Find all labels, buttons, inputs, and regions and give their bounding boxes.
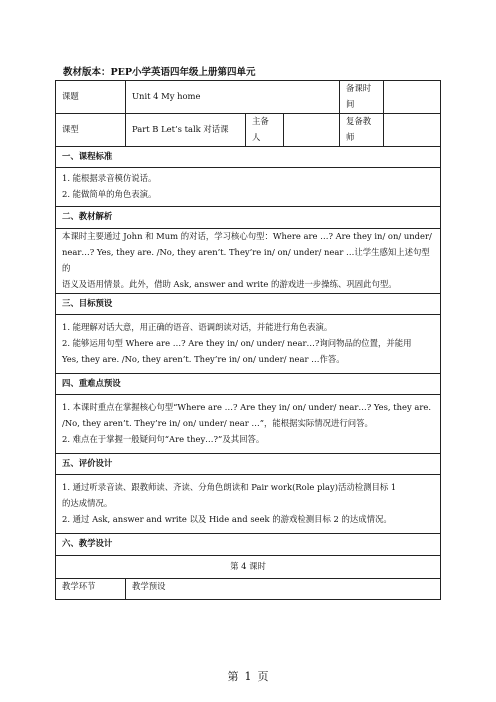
topic-value: Unit 4 My home [126,81,340,114]
type-value: Part B Let’s talk 对话课 [126,113,246,146]
prep-time-label: 备课时间 [340,81,384,114]
review-teacher-value [384,113,441,146]
section-content [56,394,441,453]
content-line: 1. 通过听录音读、跟教师读、齐读、分角色朗读和 Pair work(Role play)活动检测目标 1 [62,481,397,492]
page-suffix: 页 [257,670,269,683]
content-line: Yes, they are. /No, they aren’t. They’re in/ on/ under/ near …作答。 [62,353,345,364]
section-header-keypoints [56,373,441,394]
type-label: 课型 [56,113,126,146]
section-title: 四、重难点预设 [56,373,441,394]
section-title: 三、目标预设 [56,293,441,314]
content-line: 1. 能根据录音模仿说话。 [62,172,157,183]
section-header-objectives [56,293,441,314]
content-line: 1. 能理解对话大意，用正确的语音、语调朗读对话，并能进行角色表演。 [62,321,333,332]
section-header-evaluation [56,453,441,474]
column-teaching-plan: 教学预设 [126,578,441,599]
column-teaching-stage: 教学环节 [56,578,126,599]
content-line: 1. 本课时重点在掌握核心句型“Where are …? Are they in/ on/ under/ near…? Yes, they are. [62,401,431,412]
section-title: 二、教材解析 [56,206,441,228]
lesson-number: 第 4 课时 [56,555,441,578]
main-prep-value [284,113,340,146]
content-line: 语义及语用情景。此外，借助 Ask, answer and write 的游戏进一步操练、巩固此句型。 [62,278,397,289]
page-prefix: 第 [227,670,239,683]
section-header-analysis [56,206,441,228]
section-content [56,314,441,373]
content-line: /No, they aren’t. They’re in/ on/ under/ near …”，能根据实际情况进行问答。 [62,417,373,428]
content-line: 本课时主要通过 John 和 Mum 的对话，学习核心句型：Where are …? Are they in/ on/ under/ [62,230,432,241]
content-line: near…? Yes, they are. /No, they aren’t. They’re in/ on/ under/ near …让学生感知上述句型的 [62,246,430,273]
section-content [56,474,441,533]
design-column-headers [56,578,441,599]
section-header-design [56,533,441,555]
type-row [56,113,441,146]
lesson-plan-table [55,80,441,600]
review-teacher-label: 复备教师 [340,113,384,146]
main-prep-label: 主备人 [246,113,284,146]
content-line: 2. 难点在于掌握一般疑问句“Are they…?”及其回答。 [62,433,265,444]
content-line: 2. 能够运用句型 Where are …? Are they in/ on/ under/ near…?询问物品的位置，并能用 [62,337,412,348]
page-number [0,668,496,684]
lesson-number-row [56,555,441,578]
section-header-standards [56,146,441,167]
section-body-keypoints [56,394,441,453]
document-header: 教材版本：PEP小学英语四年级上册第四单元 [63,67,256,78]
section-body-objectives [56,314,441,373]
section-content [56,228,441,293]
section-body-evaluation [56,474,441,533]
section-body-standards [56,167,441,206]
section-title: 一、课程标准 [56,146,441,167]
topic-label: 课题 [56,81,126,114]
section-title: 五、评价设计 [56,453,441,474]
content-line: 的达成情况。 [62,497,113,508]
page-number-value: 1 [244,670,252,683]
content-line: 2. 能做简单的角色表演。 [62,188,157,199]
section-title: 六、教学设计 [56,533,441,555]
topic-row [56,81,441,114]
prep-time-value [384,81,441,114]
section-body-analysis [56,228,441,293]
content-line: 2. 通过 Ask, answer and write 以及 Hide and seek 的游戏检测目标 2 的达成情况。 [62,513,392,524]
section-content [56,167,441,206]
